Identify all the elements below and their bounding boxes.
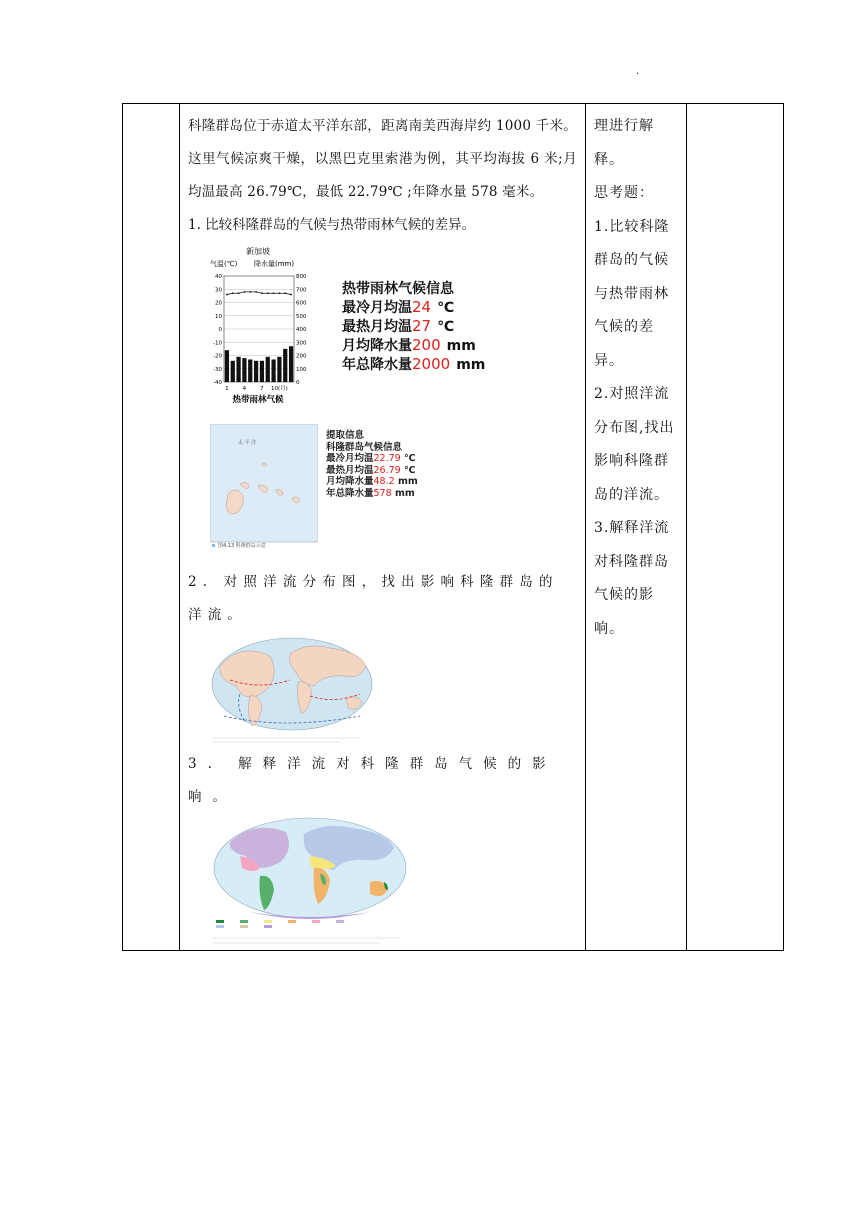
cell-stage xyxy=(123,104,180,951)
galapagos-row: 最冷月均温22.79 ℃ xyxy=(326,453,416,464)
activity-line: 2.对照洋流 xyxy=(594,386,670,402)
chart-tick-left: 10 xyxy=(215,313,222,320)
activity-line: 对科隆群岛 xyxy=(594,553,669,570)
temperature-point xyxy=(238,292,240,294)
question-2: 2. 对照洋流分布图，找出影响科隆群岛的洋流。 xyxy=(188,574,559,623)
galapagos-figure xyxy=(210,424,550,566)
cell-activity xyxy=(586,104,687,951)
chart-tick-x: 4 xyxy=(242,386,247,392)
chart-tick-left: 30 xyxy=(215,287,222,294)
rainforest-info-title: 热带雨林气候信息 xyxy=(342,281,454,297)
climate-zones-map xyxy=(210,816,410,950)
chart-tick-right: 300 xyxy=(296,340,307,347)
activity-line: 理进行解释。 xyxy=(594,118,654,168)
rainforest-row: 最冷月均温24 ℃ xyxy=(342,298,455,316)
temperature-point xyxy=(267,292,269,294)
chart-tick-x: 7 xyxy=(260,386,264,392)
rainforest-info xyxy=(342,280,485,374)
precip-bar xyxy=(289,346,293,382)
page-mark: . xyxy=(636,66,640,77)
activity-line: 思考题： xyxy=(594,185,654,201)
temperature-point xyxy=(232,292,234,294)
activity-line: 3.解释洋流 xyxy=(594,520,670,536)
climate-chart xyxy=(210,246,335,411)
chart-tick-right: 500 xyxy=(296,313,307,320)
precip-bar xyxy=(266,357,270,382)
chart-title: 新加坡 xyxy=(246,247,270,256)
chart-tick-right: 0 xyxy=(296,380,300,386)
activity-line: 影响科隆群 xyxy=(594,453,669,469)
precip-bar xyxy=(242,358,246,382)
chart-tick-x: 1 xyxy=(225,386,229,392)
galapagos-info-title: 科隆群岛气候信息 xyxy=(326,441,403,453)
map-caption: 图4.13 科隆群岛示意 xyxy=(218,543,266,549)
chart-ylabel-right: 降水量(mm) xyxy=(254,260,295,268)
temperature-point xyxy=(261,292,263,294)
chart-tick-left: 40 xyxy=(215,274,222,280)
intro-paragraph: 科隆群岛位于赤道太平洋东部，距离南美西海岸约 1000 千米。这里气候凉爽干燥，以黑巴克里索港为例，其平均海拔 6 米;月均温最高 26.79℃，最低 22.79℃ ;年降水量 578 毫米。 xyxy=(188,118,577,200)
chart-tick-right: 700 xyxy=(296,287,307,294)
precip-bar xyxy=(236,357,240,382)
precip-bar xyxy=(225,350,229,382)
rainforest-row: 最热月均温27 ℃ xyxy=(342,317,455,335)
temperature-point xyxy=(290,294,292,296)
galapagos-map xyxy=(210,424,318,548)
activity-line: 1.比较科隆 xyxy=(594,218,670,235)
activity-line: 分布图,找出 xyxy=(594,419,675,436)
activity-line: 气候的差异。 xyxy=(594,319,654,369)
rainforest-row: 月均降水量200 mm xyxy=(342,336,476,354)
activity-line: 气候的影响。 xyxy=(594,587,654,637)
question-1: 1. 比较科隆群岛的气候与热带雨林气候的差异。 xyxy=(188,217,476,233)
precip-bar xyxy=(248,359,252,382)
climate-figure xyxy=(210,246,570,416)
precip-bar xyxy=(277,357,281,382)
activity-line: 群岛的气候 xyxy=(594,252,669,268)
precip-bar xyxy=(260,361,264,382)
chart-tick-right: 100 xyxy=(296,366,307,373)
temperature-point xyxy=(284,292,286,294)
chart-tick-left: -10 xyxy=(213,340,222,347)
galapagos-row: 月均降水量48.2 mm xyxy=(326,476,418,487)
temperature-point xyxy=(273,292,275,294)
map-sea-label: 太 平 洋 xyxy=(238,440,257,446)
galapagos-info-heading: 提取信息 xyxy=(326,430,365,441)
chart-tick-right: 200 xyxy=(296,353,307,360)
galapagos-row: 最热月均温26.79 ℃ xyxy=(326,464,416,476)
question-3: 3. 解释洋流对科隆群岛气候的影响。 xyxy=(188,756,557,805)
temperature-point xyxy=(255,291,257,293)
chart-tick-x: 10(月) xyxy=(271,386,288,392)
galapagos-info xyxy=(326,430,418,499)
chart-tick-right: 400 xyxy=(296,327,307,333)
temperature-point xyxy=(226,294,228,296)
chart-tick-right: 800 xyxy=(296,274,307,280)
chart-tick-left: -30 xyxy=(213,366,222,373)
chart-tick-left: -40 xyxy=(213,380,222,386)
chart-tick-right: 600 xyxy=(296,300,307,307)
precip-bar xyxy=(254,361,258,382)
temperature-point xyxy=(249,291,251,293)
chart-tick-left: 20 xyxy=(215,300,222,307)
cell-content xyxy=(180,104,586,951)
temperature-point xyxy=(279,292,281,294)
lesson-table xyxy=(122,103,784,951)
cell-notes xyxy=(687,104,784,951)
activity-line: 与热带雨林 xyxy=(594,285,669,302)
precip-bar xyxy=(231,361,235,382)
activity-line: 岛的洋流。 xyxy=(594,486,669,503)
galapagos-row: 年总降水量578 mm xyxy=(326,487,415,499)
chart-ylabel-left: 气温(℃) xyxy=(210,260,238,268)
chart-tick-left: 0 xyxy=(218,327,222,333)
ocean-currents-map xyxy=(210,636,380,748)
precip-bar xyxy=(271,359,275,382)
chart-tick-left: -20 xyxy=(213,353,222,360)
chart-subtitle: 热带雨林气候 xyxy=(232,395,284,405)
precip-bar xyxy=(283,349,287,382)
activity-text xyxy=(586,104,686,646)
rainforest-row: 年总降水量2000 mm xyxy=(342,355,486,373)
temperature-point xyxy=(244,291,246,293)
